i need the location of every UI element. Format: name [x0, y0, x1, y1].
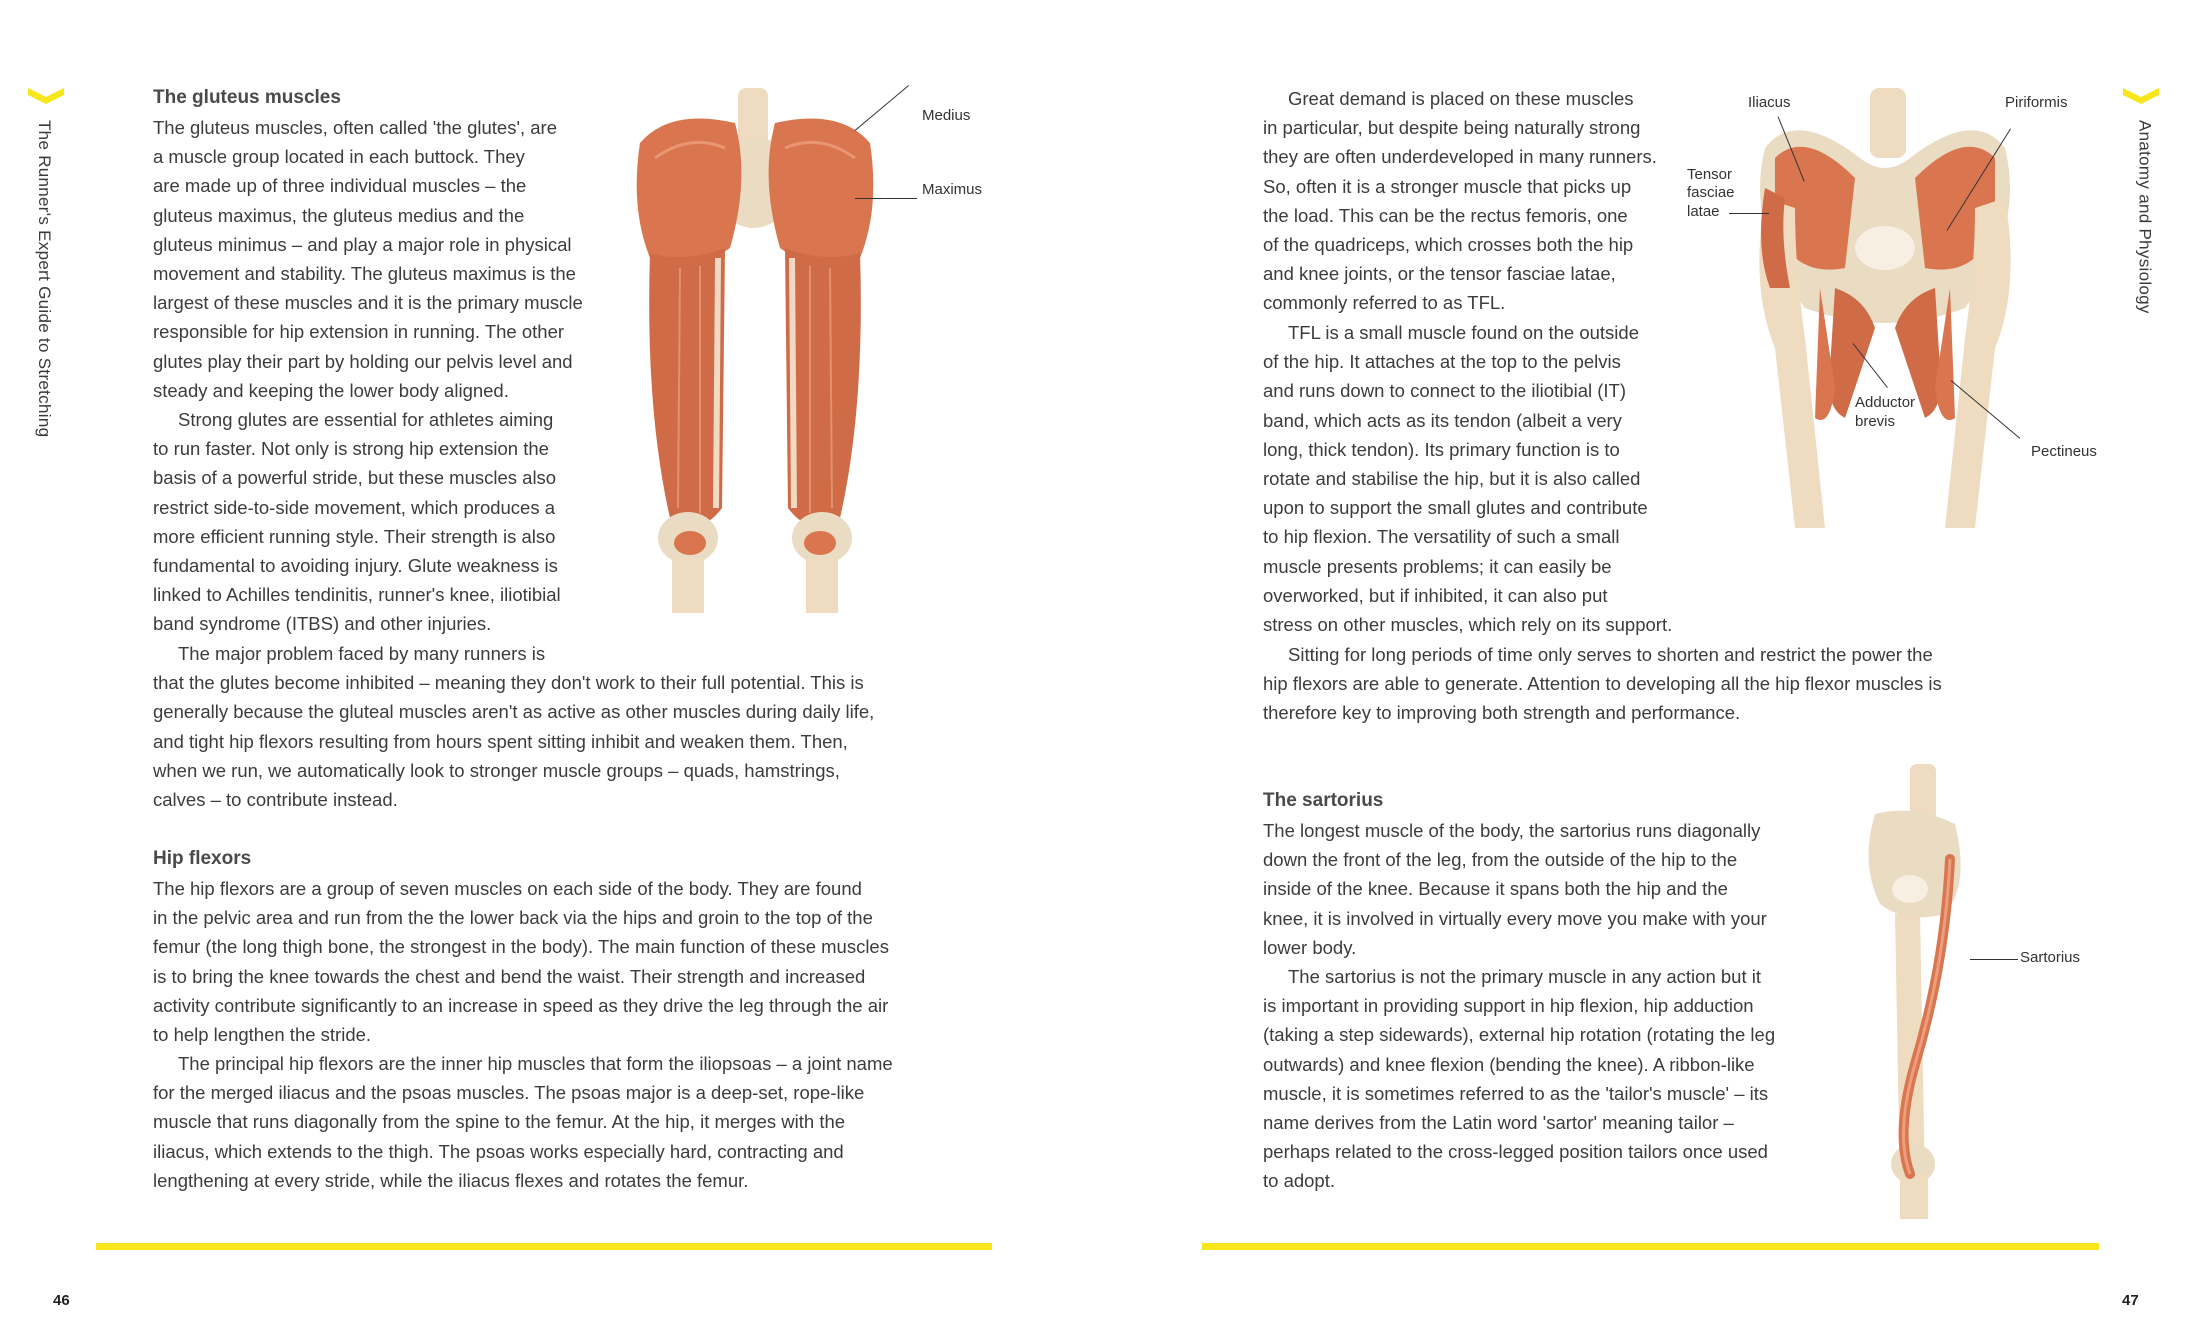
text-line: femur (the long thigh bone, the strongest in the body). The main function of these muscles [153, 936, 889, 958]
text-line: calves – to contribute instead. [153, 789, 398, 811]
text-line: to run faster. Not only is strong hip extension the [153, 438, 549, 460]
text-line: rotate and stabilise the hip, but it is also called [1263, 468, 1641, 490]
label-iliacus: Iliacus [1748, 94, 1791, 111]
text-line: lower body. [1263, 936, 1357, 958]
text-line: gluteus maximus, the gluteus medius and the [153, 204, 525, 226]
text-line: to hip flexion. The versatility of such a small [1263, 526, 1620, 548]
text-line: steady and keeping the lower body aligned. [153, 379, 509, 401]
text-line: more efficient running style. Their strength is also [153, 525, 556, 547]
label-pectineus: Pectineus [2031, 443, 2097, 460]
text-line: when we run, we automatically look to stronger muscle groups – quads, hamstrings, [153, 759, 840, 781]
text-line: basis of a powerful stride, but these muscles also [153, 467, 557, 489]
text-line: responsible for hip extension in running. The other [153, 321, 565, 343]
text-line: So, often it is a stronger muscle that picks up [1263, 175, 1632, 197]
sartorius-paragraph-1 [1263, 816, 1823, 962]
text-line: overworked, but if inhibited, it can also put [1263, 584, 1608, 606]
text-line: perhaps related to the cross-legged position tailors once used [1263, 1141, 1768, 1163]
text-line: The longest muscle of the body, the sartorius runs diagonally [1263, 820, 1761, 841]
text-line: is to bring the knee towards the chest and bend the waist. Their strength and increased [153, 965, 866, 987]
text-line: stress on other muscles, which rely on its support. [1263, 614, 1673, 636]
text-line: commonly referred to as TFL. [1263, 292, 1506, 314]
gluteus-heading: The gluteus muscles [153, 87, 341, 108]
page-number: 46 [53, 1292, 70, 1309]
text-line: Strong glutes are essential for athletes aiming [178, 409, 554, 430]
label-tfl-line1: Tensor [1687, 166, 1733, 183]
text-line: band syndrome (ITBS) and other injuries. [153, 613, 492, 635]
text-line: linked to Achilles tendinitis, runner's knee, iliotibial [153, 584, 561, 606]
label-tfl-line2: fasciae [1687, 184, 1735, 201]
hip-muscles-illustration [1735, 88, 2035, 528]
text-line: they are often underdeveloped in many runners. [1263, 146, 1657, 168]
leader-sartorius [1970, 959, 2018, 960]
right-page [1095, 0, 2189, 1333]
text-line: largest of these muscles and it is the primary muscle [153, 292, 583, 314]
text-line: that the glutes become inhibited – meaning they don't work to their full potential. This is [153, 672, 864, 694]
sartorius-illustration [1855, 764, 1985, 1219]
bottom-rule [96, 1243, 992, 1250]
text-line: to adopt. [1263, 1170, 1336, 1192]
gluteus-illustration [630, 88, 880, 613]
text-line: muscle that runs diagonally from the spine to the femur. At the hip, it merges with the [153, 1111, 846, 1133]
sartorius-paragraph-2 [1263, 962, 1823, 1196]
text-line: is important in providing support in hip flexion, hip adduction [1263, 995, 1754, 1017]
text-line: in particular, but despite being naturally strong [1263, 117, 1641, 139]
text-line: lengthening at every stride, while the iliacus flexes and rotates the femur. [153, 1169, 749, 1191]
text-line: glutes play their part by holding our pelvis level and [153, 350, 573, 372]
text-line: are made up of three individual muscles – the [153, 175, 527, 197]
text-line: outwards) and knee flexion (bending the knee). A ribbon-like [1263, 1053, 1755, 1075]
text-line: generally because the gluteal muscles aren't as active as other muscles during daily life, [153, 701, 875, 723]
text-line: The major problem faced by many runners is [178, 643, 546, 664]
text-line: muscle, it is sometimes referred to as the 'tailor's muscle' – its [1263, 1082, 1769, 1104]
text-line: a muscle group located in each buttock. They [153, 146, 525, 168]
leader-maximus [855, 198, 917, 199]
hip-flexors-heading: Hip flexors [153, 848, 252, 869]
label-adductor-line2: brevis [1855, 413, 1896, 430]
text-line: of the hip. It attaches at the top to the pelvis [1263, 351, 1621, 373]
text-line: to help lengthen the stride. [153, 1024, 372, 1046]
intro-paragraph-1 [1263, 84, 1683, 318]
text-line: for the merged iliacus and the psoas muscles. The psoas major is a deep-set, rope-like [153, 1082, 865, 1104]
text-line: upon to support the small glutes and contribute [1263, 497, 1648, 519]
text-line: down the front of the leg, from the outside of the hip to the [1263, 849, 1738, 871]
label-piriformis: Piriformis [2005, 94, 2068, 111]
text-line: of the quadriceps, which crosses both the hip [1263, 234, 1634, 256]
text-line: muscle presents problems; it can easily be [1263, 555, 1612, 577]
yellow-tab-marker [28, 88, 64, 104]
text-line: The gluteus muscles, often called 'the glutes', are [153, 117, 558, 138]
text-line: fundamental to avoiding injury. Glute weakness is [153, 555, 558, 577]
intro-paragraph-2 [1263, 318, 1683, 639]
text-line: Great demand is placed on these muscles [1288, 88, 1634, 109]
gluteus-paragraph-1 [153, 113, 593, 405]
text-line: The principal hip flexors are the inner hip muscles that form the iliopsoas – a joint name [178, 1053, 893, 1074]
text-line: knee, it is involved in virtually every move you make with your [1263, 907, 1767, 929]
label-sartorius: Sartorius [2020, 949, 2081, 966]
text-line: (taking a step sidewards), external hip rotation (rotating the leg [1263, 1024, 1776, 1046]
hip-flexors-paragraph-2 [153, 1049, 913, 1195]
text-line: movement and stability. The gluteus maximus is the [153, 263, 576, 285]
text-line: therefore key to improving both strength and performance. [1263, 702, 1741, 724]
text-line: The hip flexors are a group of seven muscles on each side of the body. They are found [153, 878, 862, 899]
label-adductor-line1: Adductor [1855, 394, 1916, 411]
text-line: long, thick tendon). Its primary function is to [1263, 438, 1620, 460]
gluteus-paragraph-2 [153, 405, 593, 639]
label-maximus: Maximus [922, 181, 983, 198]
text-line: hip flexors are able to generate. Attention to developing all the hip flexor muscles is [1263, 673, 1942, 695]
text-line: and knee joints, or the tensor fasciae latae, [1263, 263, 1616, 285]
bottom-rule [1202, 1243, 2099, 1250]
label-medius: Medius [922, 107, 971, 124]
text-line: gluteus minimus – and play a major role in physical [153, 233, 572, 255]
leader-tfl [1729, 213, 1769, 214]
text-line: the load. This can be the rectus femoris, one [1263, 204, 1628, 226]
text-line: TFL is a small muscle found on the outside [1288, 322, 1639, 343]
text-line: and runs down to connect to the iliotibial (IT) [1263, 380, 1626, 402]
hip-flexors-paragraph-1 [153, 874, 913, 1049]
text-line: The sartorius is not the primary muscle in any action but it [1288, 966, 1761, 987]
page-number: 47 [2122, 1292, 2139, 1309]
text-line: inside of the knee. Because it spans both the hip and the [1263, 878, 1728, 900]
intro-paragraph-3 [1263, 640, 2003, 728]
yellow-tab-marker [2123, 88, 2159, 104]
text-line: Sitting for long periods of time only serves to shorten and restrict the power the [1288, 644, 1933, 665]
running-title: Anatomy and Physiology [2136, 120, 2155, 314]
text-line: in the pelvic area and run from the the lower back via the hips and groin to the top of the [153, 907, 873, 929]
text-line: iliacus, which extends to the thigh. The psoas works especially hard, contracting and [153, 1140, 844, 1162]
sartorius-heading: The sartorius [1263, 790, 1384, 811]
label-tfl-line3: latae [1687, 203, 1720, 220]
text-line: name derives from the Latin word 'sartor' meaning tailor – [1263, 1112, 1734, 1134]
text-line: activity contribute significantly to an increase in speed as they drive the leg through the air [153, 994, 889, 1016]
text-line: restrict side-to-side movement, which produces a [153, 496, 556, 518]
text-line: band, which acts as its tendon (albeit a very [1263, 409, 1622, 431]
text-line: and tight hip flexors resulting from hours spent sitting inhibit and weaken them. Then, [153, 730, 848, 752]
left-page [0, 0, 1094, 1333]
running-title: The Runner's Expert Guide to Stretching [35, 120, 54, 438]
gluteus-paragraph-3 [153, 639, 893, 814]
